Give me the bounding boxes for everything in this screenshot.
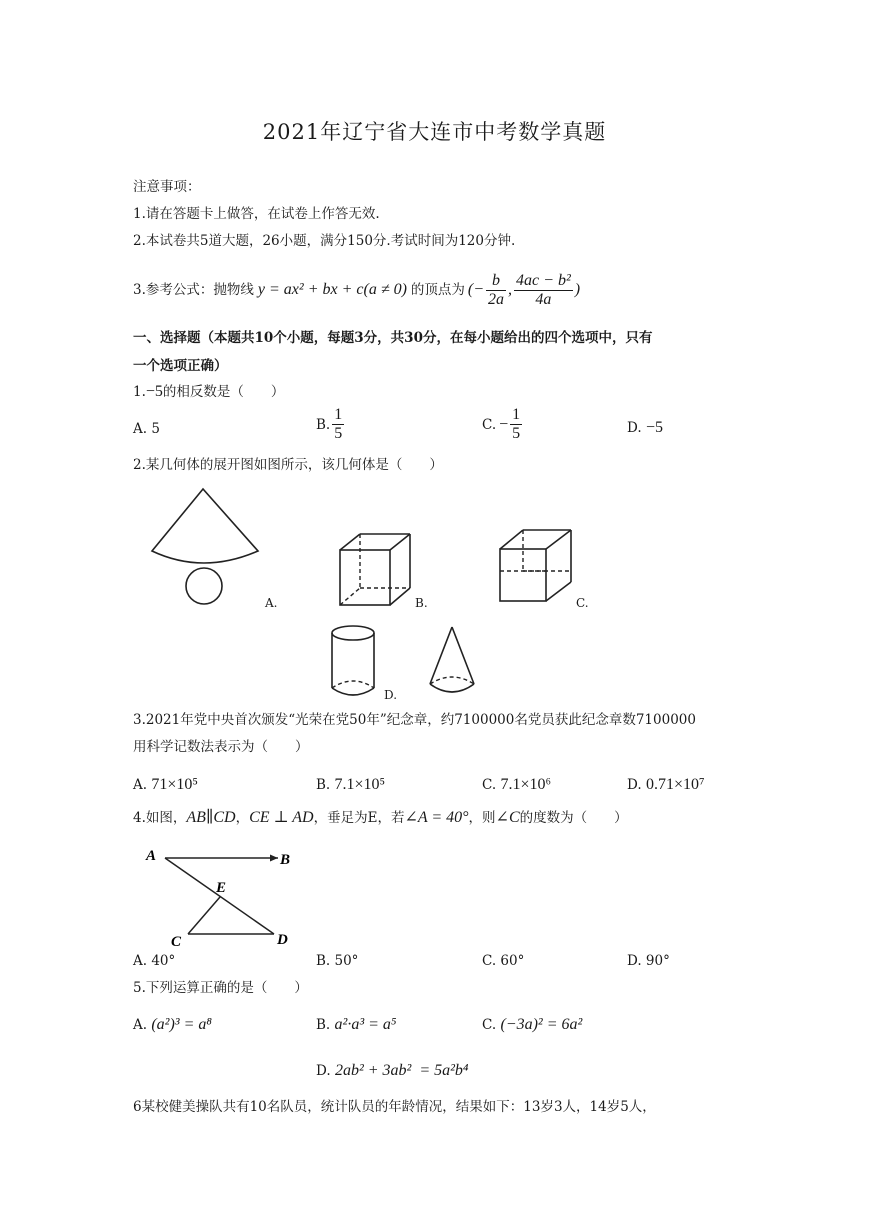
q1-c-numerator: 1 [512,406,521,423]
q2-b-edge [340,534,360,550]
q4-sep1: ， [235,810,250,826]
q1-math: −5 [145,383,163,400]
q4-sep2: ，则 [468,810,496,826]
question-6-stem: 6某校健美操队共有10名队员，统计队员的年龄情况，结果如下：13岁3人，14岁5人， [133,1099,656,1115]
q5-option-d [316,1062,468,1080]
q5-b-value: a²·a³ = a⁵ [334,1016,397,1033]
q5-b-label: B. [316,1017,331,1033]
q4-prefix: 4.如图， [133,810,187,826]
notice-item-1: 1.请在答题卡上做答，在试卷上作答无效. [133,206,380,222]
q4-math-perpendicular: CE ⊥ AD [249,809,314,826]
vertex-open: (− [467,281,485,298]
vertex-y-fraction [514,272,573,309]
q2-label-d: D. [384,688,398,702]
q1-option-c-fraction [510,406,522,443]
q5-option-c [482,1016,582,1034]
q2-d-cylinder-bottom-back [332,681,374,688]
q1-option-c [482,406,524,443]
q4-option-d: D. 90° [627,953,670,969]
q2-d-cone-side [430,627,452,684]
q4-math-angle-a: ∠A = 40° [404,809,469,826]
q4-math-parallel: AB∥CD [186,809,236,826]
vertex-comma: , [508,281,513,298]
q4-point-c: C [171,934,182,950]
q3-option-a [133,776,198,794]
q2-d-cylinder-bottom-front [332,688,374,695]
q5-a-label: A. [133,1017,148,1033]
page-title: 2021年辽宁省大连市中考数学真题 [262,120,607,144]
q2-c-front-face [500,549,546,601]
q3-option-b [316,776,385,794]
q2-d-cylinder-top [332,626,374,640]
q2-a-base-circle [186,568,222,604]
q4-point-d: D [277,932,288,948]
q1-c-sign: − [499,415,509,433]
q1-option-b-fraction [332,406,344,443]
q1-option-b [316,406,346,443]
q1-b-denominator: 5 [334,425,343,442]
vertex-y-denominator: 4a [535,290,552,308]
q2-a-sector [152,489,258,563]
q2-c-edge [546,582,571,601]
question-5-stem: 5.下列运算正确的是（ ） [133,980,308,996]
q4-math-angle-c: ∠C [495,809,520,826]
q2-d-cone-base-front [430,684,474,692]
q3-c-label: C. [482,777,497,793]
q4-segment-ad [165,858,274,934]
vertex-x-denominator: 2a [488,290,505,308]
q4-point-e: E [216,880,227,896]
vertex-close: ) [574,281,581,298]
q3-b-value: 7.1×10⁵ [334,776,386,793]
q5-c-value: (−3a)² = 6a² [500,1016,583,1033]
q3-b-label: B. [316,777,331,793]
q4-arrow-b [270,855,278,862]
q1-b-numerator: 1 [334,406,343,423]
q3-d-label: D. [627,777,642,793]
q1-option-c-label: C. [482,416,497,433]
q2-label-b: B. [415,596,428,610]
parabola-formula: y = ax² + bx + c(a ≠ 0) [257,281,407,298]
q3-a-label: A. [133,777,148,793]
q4-option-b: B. 50° [316,953,359,969]
notice-item-2: 2.本试卷共5道大题，26小题，满分150分.考试时间为120分钟. [133,233,516,249]
q2-figure-d-cone [425,624,485,698]
q2-b-edge [390,534,410,550]
q2-figure-c-cube [495,525,580,607]
q2-d-cone-side [452,627,474,684]
q2-figure-a-cone-net [140,485,270,610]
question-3-line2: 用科学记数法表示为（ ） [133,739,309,755]
q4-mid: ，垂足为E，若 [313,810,405,826]
section-heading-line1: 一、选择题（本题共10个小题，每题3分，共30分，在每小题给出的四个选项中，只有 [133,330,653,346]
q4-segment-ce [188,897,220,934]
q4-figure [140,845,310,950]
q2-label-a: A. [265,596,278,610]
q5-option-b [316,1016,396,1034]
q4-option-a: A. 40° [133,953,176,969]
question-1-stem [133,383,284,401]
q4-point-a: A [146,848,157,864]
question-2-stem: 2.某几何体的展开图如图所示，该几何体是（ ） [133,457,443,473]
notice-item-3-prefix: 3.参考公式：抛物线 [133,282,254,298]
section-heading-line2: 一个选项正确） [133,358,228,374]
q3-option-d [627,776,705,794]
q5-option-a [133,1016,212,1034]
q2-figure-d-cylinder [325,622,385,700]
q3-option-c [482,776,551,794]
q2-c-edge [500,530,523,549]
q2-b-edge [390,588,410,605]
notice-item-3-mid: 的顶点为 [410,282,465,298]
q3-c-value: 7.1×10⁶ [500,776,552,793]
q1-option-a: A. 5 [133,421,160,437]
q1-c-denominator: 5 [512,425,521,442]
q2-label-c: C. [576,596,589,610]
q5-d-label: D. [316,1063,331,1079]
vertex-x-fraction [486,272,506,309]
vertex-x-numerator: b [486,272,506,291]
q1-option-d-value: −5 [645,419,663,436]
q2-d-cone-base-back [430,677,474,684]
q5-d-value: 2ab² + 3ab² = 5a²b⁴ [334,1062,469,1079]
q3-a-value: 71×10⁵ [151,776,198,793]
notice-item-3 [133,270,580,310]
q3-d-value: 0.71×10⁷ [645,776,705,793]
q1-prefix: 1. [133,384,146,400]
q4-suffix: 的度数为（ ） [519,810,628,826]
q4-point-b: B [280,852,291,868]
q5-c-label: C. [482,1017,497,1033]
q4-option-c: C. 60° [482,953,525,969]
question-3-line1: 3.2021年党中央首次颁发“光荣在党50年”纪念章，约7100000名党员获此纪念章数7100000 [133,712,696,728]
q2-figure-b-cube [335,530,420,610]
q1-suffix: 的相反数是（ ） [162,384,285,400]
q5-a-value: (a²)³ = a⁸ [151,1016,212,1033]
q2-c-edge [546,530,571,549]
q2-b-hidden-edge [340,588,360,605]
q1-option-d-label: D. [627,420,642,436]
vertex-y-numerator: 4ac − b² [516,271,571,289]
q1-option-b-label: B. [316,416,331,433]
question-4-stem [133,809,628,827]
notice-heading: 注意事项： [133,179,201,195]
q2-b-front-face [340,550,390,605]
q1-option-d [627,419,663,437]
